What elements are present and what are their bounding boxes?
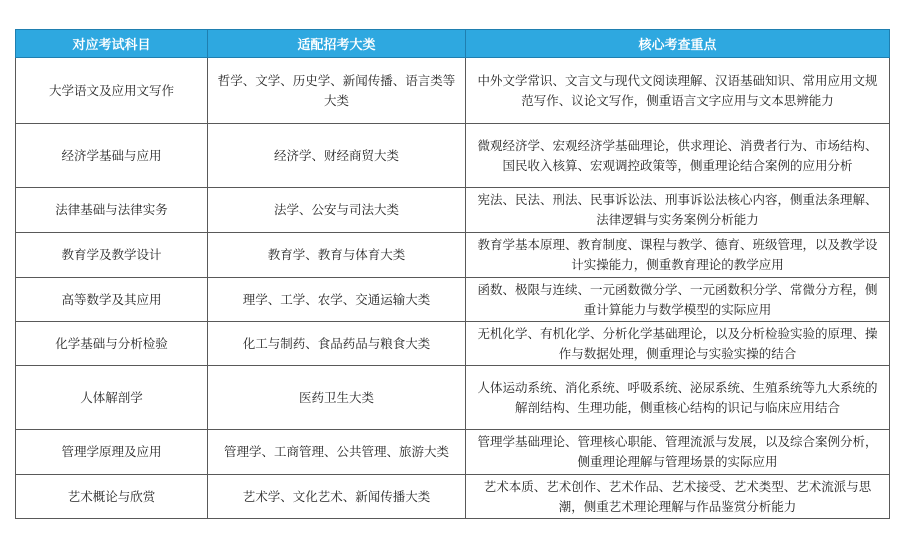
subject-cell: 艺术概论与欣赏 [16, 475, 208, 519]
subject-cell: 化学基础与分析检验 [16, 322, 208, 366]
table-row [16, 188, 890, 233]
subject-cell: 法律基础与法律实务 [16, 188, 208, 233]
focus-cell: 微观经济学、宏观经济学基础理论，供求理论、消费者行为、市场结构、国民收入核算、宏观调控政策等，侧重理论结合案例的应用分析 [466, 124, 890, 188]
category-cell: 哲学、文学、历史学、新闻传播、语言类等大类 [208, 58, 466, 124]
subject-cell: 管理学原理及应用 [16, 430, 208, 475]
subject-cell: 高等数学及其应用 [16, 278, 208, 322]
table-header-row [16, 30, 890, 58]
focus-cell: 宪法、民法、刑法、民事诉讼法、刑事诉讼法核心内容，侧重法条理解、法律逻辑与实务案例分析能力 [466, 188, 890, 233]
category-cell: 管理学、工商管理、公共管理、旅游大类 [208, 430, 466, 475]
focus-cell: 函数、极限与连续、一元函数微分学、一元函数积分学、常微分方程，侧重计算能力与数学模型的实际应用 [466, 278, 890, 322]
exam-subject-table [15, 29, 890, 519]
table-row [16, 278, 890, 322]
table-row [16, 124, 890, 188]
focus-cell: 人体运动系统、消化系统、呼吸系统、泌尿系统、生殖系统等九大系统的解剖结构、生理功能，侧重核心结构的识记与临床应用结合 [466, 366, 890, 430]
header-exam-subject: 对应考试科目 [16, 30, 208, 58]
focus-cell: 中外文学常识、文言文与现代文阅读理解、汉语基础知识、常用应用文规范写作、议论文写作，侧重语言文字应用与文本思辨能力 [466, 58, 890, 124]
table-row [16, 475, 890, 519]
category-cell: 经济学、财经商贸大类 [208, 124, 466, 188]
focus-cell: 艺术本质、艺术创作、艺术作品、艺术接受、艺术类型、艺术流派与思潮，侧重艺术理论理解与作品鉴赏分析能力 [466, 475, 890, 519]
subject-cell: 大学语文及应用文写作 [16, 58, 208, 124]
table-row [16, 366, 890, 430]
table-row [16, 430, 890, 475]
focus-cell: 教育学基本原理、教育制度、课程与教学、德育、班级管理，以及教学设计实操能力，侧重教育理论的教学应用 [466, 233, 890, 278]
table-row [16, 233, 890, 278]
exam-subject-table-container [15, 29, 889, 519]
category-cell: 理学、工学、农学、交通运输大类 [208, 278, 466, 322]
category-cell: 教育学、教育与体育大类 [208, 233, 466, 278]
category-cell: 化工与制药、食品药品与粮食大类 [208, 322, 466, 366]
table-row [16, 58, 890, 124]
subject-cell: 人体解剖学 [16, 366, 208, 430]
subject-cell: 教育学及教学设计 [16, 233, 208, 278]
category-cell: 法学、公安与司法大类 [208, 188, 466, 233]
category-cell: 医药卫生大类 [208, 366, 466, 430]
header-applicable-category: 适配招考大类 [208, 30, 466, 58]
header-core-focus: 核心考查重点 [466, 30, 890, 58]
table-row [16, 322, 890, 366]
focus-cell: 管理学基础理论、管理核心职能、管理流派与发展，以及综合案例分析，侧重理论理解与管理场景的实际应用 [466, 430, 890, 475]
subject-cell: 经济学基础与应用 [16, 124, 208, 188]
focus-cell: 无机化学、有机化学、分析化学基础理论，以及分析检验实验的原理、操作与数据处理，侧重理论与实验实操的结合 [466, 322, 890, 366]
category-cell: 艺术学、文化艺术、新闻传播大类 [208, 475, 466, 519]
